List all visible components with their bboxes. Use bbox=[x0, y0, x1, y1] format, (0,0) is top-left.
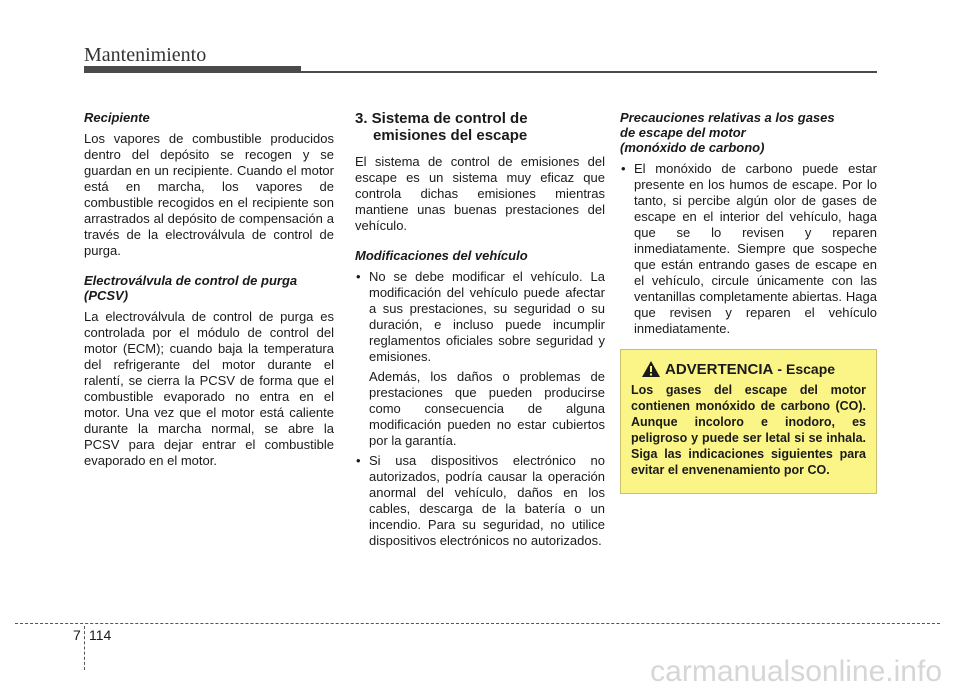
watermark: carmanualsonline.info bbox=[650, 655, 942, 688]
header-bar-thin bbox=[301, 71, 877, 73]
bullet-list-precauciones bbox=[620, 161, 877, 337]
bullet-list-modificaciones bbox=[355, 269, 605, 549]
header-bar-thick bbox=[84, 66, 301, 73]
subheading-recipiente: Recipiente bbox=[84, 110, 150, 125]
subheading-pcsv: Electroválvula de control de purga (PCSV) bbox=[84, 273, 298, 303]
section-title-line1: 3. Sistema de control de bbox=[355, 110, 528, 127]
warning-box bbox=[620, 349, 877, 494]
chapter-number: 7 bbox=[73, 627, 81, 643]
list-item bbox=[355, 269, 605, 449]
paragraph-pcsv: La electroválvula de control de purga es controlada por el módulo de control del motor (ECM); cuando baja la temperatura del refrigerante del motor durante el ralentí, se cierra la PCSV de forma que el combustible evaporado no entra en el motor. Una vez que el motor está caliente durante la marcha normal, se abre la PCSV para dejar entrar el combustible evaporado en el motor. bbox=[84, 309, 334, 468]
page-header-title: Mantenimiento bbox=[84, 44, 207, 66]
warning-text: Los gases del escape del motor contienen monóxido de carbono (CO). Aunque incoloro e inodoro, es peligroso y puede ser letal si se inhala. Siga las indicaciones siguientes para evitar el envenenamiento por CO. bbox=[631, 383, 866, 477]
section-title bbox=[355, 110, 605, 144]
warning-kind: Escape bbox=[786, 361, 836, 377]
warning-header bbox=[641, 360, 866, 378]
subheading-precauciones bbox=[620, 110, 877, 155]
footer-vertical-divider bbox=[84, 626, 85, 670]
page-number: 114 bbox=[89, 627, 112, 643]
column-right bbox=[620, 110, 877, 337]
footer-divider bbox=[15, 623, 940, 624]
paragraph-emisiones: El sistema de control de emisiones del escape es un sistema muy eficaz que controla dichas emisiones mientras mantiene unas buenas prestaciones del vehículo. bbox=[355, 154, 605, 233]
warning-label: ADVERTENCIA bbox=[665, 360, 774, 378]
list-item bbox=[355, 453, 605, 549]
bullet-continuation: Además, los daños o problemas de prestaciones que pueden producirse como consecuencia de alguna modificación pueden no estar cubiertos por la garantía. bbox=[369, 369, 605, 448]
subheading-line: (monóxido de carbono) bbox=[620, 140, 765, 155]
bullet-text: No se debe modificar el vehículo. La modificación del vehículo puede afectar a sus prestaciones, su seguridad o su duración, e incluso puede incumplir reglamentos oficiales sobre seguridad y emisiones. bbox=[369, 269, 605, 364]
list-item bbox=[620, 161, 877, 337]
warning-separator: - bbox=[777, 361, 783, 377]
subheading-modificaciones: Modificaciones del vehículo bbox=[355, 248, 528, 263]
bullet-text: Si usa dispositivos electrónico no autorizados, podría causar la operación anormal del vehículo, daños en los cables, descarga de la batería o un incendio. Para su seguridad, no utilice dispositivos electrónicos no autorizados. bbox=[369, 453, 605, 548]
section-title-line2: emisiones del escape bbox=[373, 127, 528, 144]
column-middle bbox=[355, 110, 605, 549]
subheading-line: Precauciones relativas a los gases bbox=[620, 110, 835, 125]
column-left bbox=[84, 110, 334, 469]
warning-triangle-icon bbox=[641, 360, 661, 378]
paragraph-recipiente: Los vapores de combustible producidos dentro del depósito se recogen y se guardan en un recipiente. Cuando el motor está en marcha, los vapores de combustible recogidos en el recipiente son arrastrados al depósito de compensación a través de la electroválvula de control de purga. bbox=[84, 131, 334, 258]
bullet-text: El monóxido de carbono puede estar presente en los humos de escape. Por lo tanto, si percibe algún olor de gases de escape en el interior del vehículo, haga que se lo revisen y reparen inmediatamente. Siempre que sospeche que están entrando gases de escape en el vehículo, circule únicamente con las ventanillas completamente abiertas. Haga que revisen y reparen el vehículo inmediatamente. bbox=[634, 161, 877, 336]
subheading-line: de escape del motor bbox=[620, 125, 746, 140]
